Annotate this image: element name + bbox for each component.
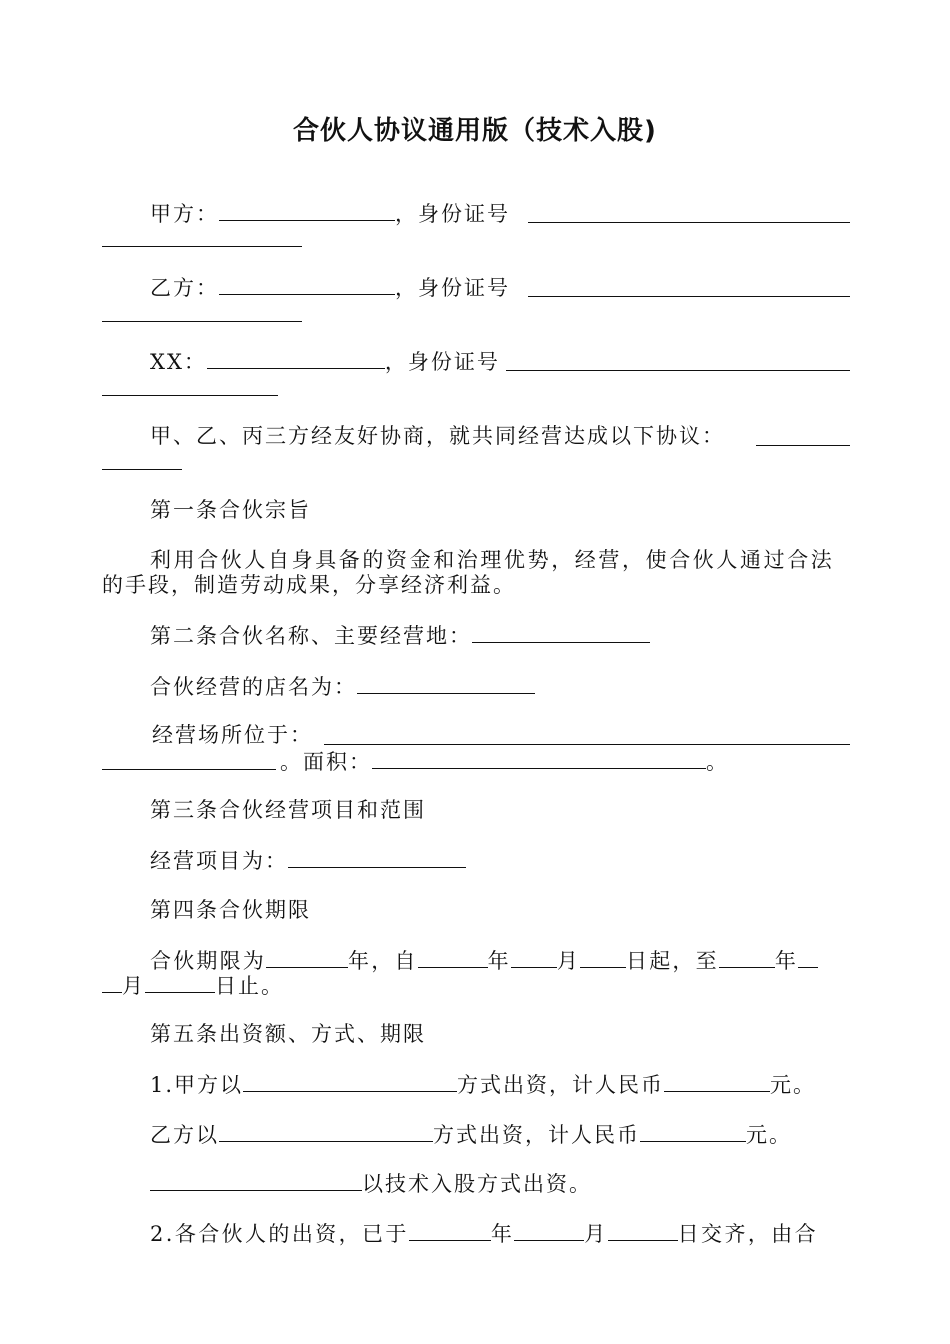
project-line [150,847,466,874]
party-b-id-label: ，身份证号 [395,276,510,300]
pay-day-blank [608,1220,678,1241]
term-text-e: 日起，至 [626,949,719,973]
cap2-text-a: 乙方以 [150,1123,219,1147]
article-2-title: 第二条合伙名称、主要经营地： [150,624,472,648]
term-line [150,947,818,974]
pay-month-blank [514,1220,584,1241]
cap4-text-c: 月 [584,1222,608,1246]
party-a-id-blank [528,221,850,223]
party-c-id-blank [506,369,850,371]
cap4-text-d: 日交齐，由合 [677,1222,819,1246]
area-line [280,748,729,775]
intro-text: 甲、乙、丙三方经友好协商，就共同经营达成以下协议： [150,424,725,448]
party-a-label: 甲方： [150,202,219,226]
start-day-blank [580,947,626,968]
article-5-title: 第五条出资额、方式、期限 [150,1022,426,1046]
capital-line-3 [150,1170,592,1197]
article-1-title: 第一条合伙宗旨 [150,498,311,522]
party-c-name-blank [207,348,385,369]
term-text-c: 年 [487,949,511,973]
party-b-method-blank [219,1121,433,1142]
party-b-amount-blank [640,1121,746,1142]
party-c-id-label: ，身份证号 [384,350,500,374]
cap2-text-b: 方式出资，计人民币 [433,1123,640,1147]
cap2-text-c: 元。 [746,1123,792,1147]
term-text-a: 合伙期限为 [150,949,266,973]
intro-blank-cont [102,468,182,470]
project-blank [288,847,466,868]
area-label: 。面积： [280,750,372,774]
party-a-line [150,200,510,227]
start-month-blank [511,947,557,968]
cap4-text-a: 2.各合伙人的出资，已于 [150,1222,409,1246]
end-day-blank [145,972,215,993]
capital-line-1 [150,1071,816,1098]
cap1-text-a: 1.甲方以 [150,1073,244,1097]
party-a-id-blank-cont [102,245,302,247]
party-a-name-blank [219,200,395,221]
start-year-blank [418,947,488,968]
tech-partner-blank [150,1170,362,1191]
party-b-id-blank-cont [102,320,302,322]
capital-line-2 [150,1121,792,1148]
end-month-blank [798,947,818,968]
term-years-blank [266,947,348,968]
article-3-title: 第三条合伙经营项目和范围 [150,798,426,822]
party-b-label: 乙方： [150,276,219,300]
party-a-method-blank [243,1071,457,1092]
article-4-title: 第四条合伙期限 [150,898,311,922]
term-text-b: 年，自 [348,949,418,973]
party-b-name-blank [219,274,395,295]
pay-year-blank [409,1220,491,1241]
area-end-mark: 。 [706,750,729,774]
term-line-2 [102,972,284,999]
article-2-title-line [150,622,650,649]
cap3-text: 以技术入股方式出资。 [362,1172,592,1196]
cap4-text-b: 年 [490,1222,515,1246]
party-c-label: XX： [150,350,207,374]
end-month-blank-cont [102,972,122,993]
party-a-id-label: ，身份证号 [395,202,510,226]
store-name-blank [357,673,535,694]
end-year-blank [719,947,775,968]
document-title: 合伙人协议通用版（技术入股) [293,116,657,146]
term-text-d: 月 [556,949,581,973]
party-c-id-blank-cont [102,394,278,396]
party-a-amount-blank [664,1071,770,1092]
party-b-id-blank [528,295,850,297]
area-blank [372,748,706,769]
location-blank-cont [102,768,276,770]
article-1-body-line-1: 利用合伙人自身具备的资金和治理优势，经营，使合伙人通过合法 [150,548,835,572]
article-1-body-line-2: 的手段，制造劳动成果，分享经济利益。 [102,573,516,597]
term-text-f: 年 [774,949,799,973]
term-text-g: 月 [122,974,145,998]
capital-line-4 [150,1220,818,1247]
intro-blank [756,444,850,446]
cap1-text-c: 元。 [770,1073,817,1097]
term-text-h: 日止。 [215,974,284,998]
store-name-label: 合伙经营的店名为： [150,675,357,699]
party-b-line [150,274,510,301]
location-main-blank [472,622,650,643]
party-c-line [150,348,500,375]
location-blank [324,743,850,745]
location-label: 经营场所位于： [152,723,313,747]
store-name-line [150,673,535,700]
project-label: 经营项目为： [150,849,288,873]
cap1-text-b: 方式出资，计人民币 [457,1073,665,1097]
